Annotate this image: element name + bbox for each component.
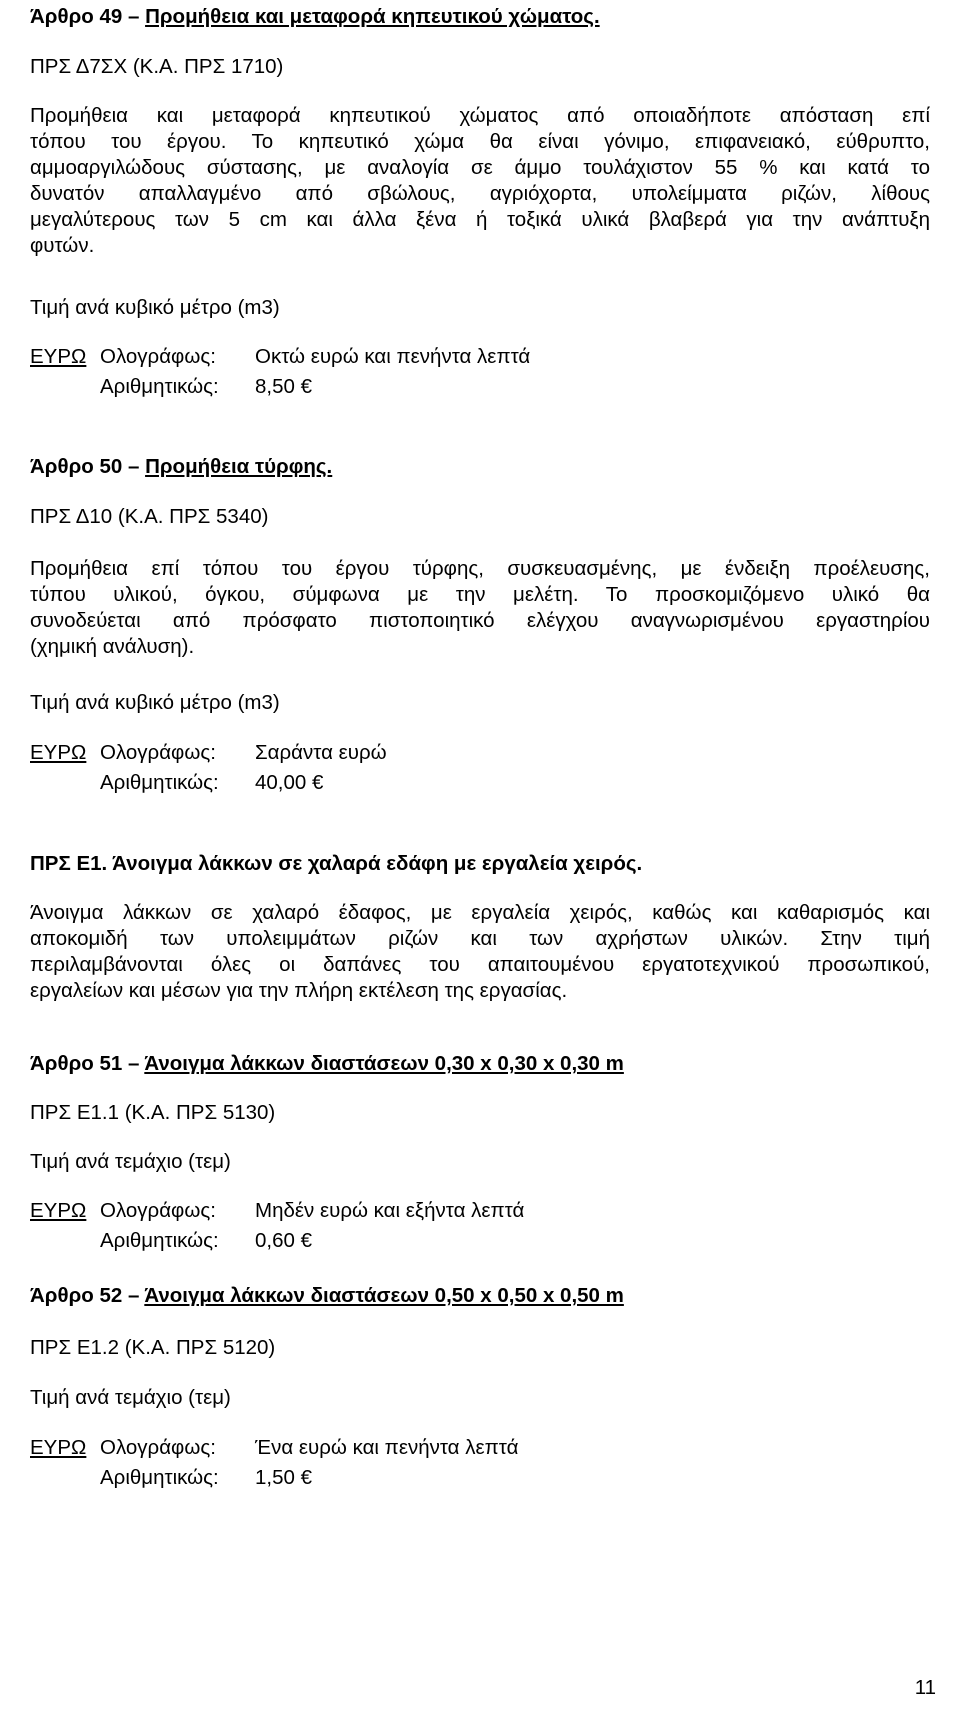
in-numbers-label: Αριθμητικώς: xyxy=(100,771,219,794)
in-words-label: Ολογράφως: xyxy=(100,1436,216,1459)
in-numbers-label: Αριθμητικώς: xyxy=(100,1466,219,1489)
in-words-value: Μηδέν ευρώ και εξήντα λεπτά xyxy=(255,1199,525,1222)
article-51-prefix: Άρθρο 51 – xyxy=(30,1052,145,1075)
description-line: εργαλείων και μέσων για την πλήρη εκτέλεση της εργασίας. xyxy=(30,979,568,1002)
section-e1-heading: ΠΡΣ Ε1. Άνοιγμα λάκκων σε χαλαρά εδάφη με εργαλεία χειρός. xyxy=(30,852,643,875)
in-words-value: Οκτώ ευρώ και πενήντα λεπτά xyxy=(255,345,531,368)
description-line: Προμήθεια επί τόπου του έργου τύρφης, συσκευασμένης, με ένδειξη προέλευσης, xyxy=(30,557,930,580)
in-numbers-label: Αριθμητικώς: xyxy=(100,375,219,398)
description-line: τόπου του έργου. Το κηπευτικό χώμα θα είναι γόνιμο, επιφανειακό, εύθρυπτο, xyxy=(30,130,930,153)
article-49-code: ΠΡΣ Δ7ΣΧ (Κ.Α. ΠΡΣ 1710) xyxy=(30,55,284,78)
article-51-subject: Άνοιγμα λάκκων διαστάσεων 0,30 x 0,30 x 0,30 m xyxy=(144,1052,624,1075)
description-line: αποκομιδή των υπολειμμάτων ριζών και των αχρήστων υλικών. Στην τιμή xyxy=(30,927,930,950)
article-51-price xyxy=(30,1198,930,1254)
article-50-title xyxy=(30,454,332,480)
description-line: φυτών. xyxy=(30,234,95,257)
article-50-unit-price-label: Τιμή ανά κυβικό μέτρο (m3) xyxy=(30,691,280,714)
article-52-unit-price-label: Τιμή ανά τεμάχιο (τεμ) xyxy=(30,1386,231,1409)
in-numbers-label: Αριθμητικώς: xyxy=(100,1229,219,1252)
description-line: τύπου υλικού, όγκου, σύμφωνα με την μελέτη. Το προσκομιζόμενο υλικό θα xyxy=(30,583,930,606)
description-line: περιλαμβάνονται όλες οι δαπάνες του απαιτουμένου εργατοτεχνικού προσωπικού, xyxy=(30,953,930,976)
section-e1-description xyxy=(30,900,930,1004)
article-49-prefix: Άρθρο 49 – xyxy=(30,5,146,28)
currency-label: ΕΥΡΩ xyxy=(30,741,87,764)
article-50-subject: Προμήθεια τύρφης. xyxy=(145,455,333,478)
in-numbers-value: 0,60 € xyxy=(255,1229,312,1252)
description-line: (χημική ανάλυση). xyxy=(30,635,195,658)
in-words-value: Ένα ευρώ και πενήντα λεπτά xyxy=(255,1436,519,1459)
article-51-title xyxy=(30,1051,624,1077)
in-words-value: Σαράντα ευρώ xyxy=(255,741,387,764)
article-49-price xyxy=(30,344,930,400)
description-line: μεγαλύτερους των 5 cm και άλλα ξένα ή τοξικά υλικά βλαβερά για την ανάπτυξη xyxy=(30,208,930,231)
article-52-title xyxy=(30,1283,624,1309)
description-line: δυνατόν απαλλαγμένο από σβώλους, αγριόχορτα, υπολείμματα ριζών, λίθους xyxy=(30,182,930,205)
in-words-label: Ολογράφως: xyxy=(100,1199,216,1222)
article-50-price xyxy=(30,740,930,796)
article-49-unit-price-label: Τιμή ανά κυβικό μέτρο (m3) xyxy=(30,296,280,319)
currency-label: ΕΥΡΩ xyxy=(30,1199,87,1222)
article-50-prefix: Άρθρο 50 – xyxy=(30,455,146,478)
article-52-price xyxy=(30,1435,930,1491)
in-words-label: Ολογράφως: xyxy=(100,345,216,368)
in-words-label: Ολογράφως: xyxy=(100,741,216,764)
article-52-code: ΠΡΣ Ε1.2 (Κ.Α. ΠΡΣ 5120) xyxy=(30,1336,276,1359)
article-50-code: ΠΡΣ Δ10 (Κ.Α. ΠΡΣ 5340) xyxy=(30,505,269,528)
article-49-title xyxy=(30,4,600,30)
article-51-code: ΠΡΣ Ε1.1 (Κ.Α. ΠΡΣ 5130) xyxy=(30,1101,276,1124)
currency-label: ΕΥΡΩ xyxy=(30,1436,87,1459)
article-51-unit-price-label: Τιμή ανά τεμάχιο (τεμ) xyxy=(30,1150,231,1173)
in-numbers-value: 8,50 € xyxy=(255,375,312,398)
article-50-description xyxy=(30,556,930,660)
article-52-subject: Άνοιγμα λάκκων διαστάσεων 0,50 x 0,50 x 0,50 m xyxy=(144,1284,624,1307)
in-numbers-value: 40,00 € xyxy=(255,771,324,794)
description-line: συνοδεύεται από πρόσφατο πιστοποιητικό ελέγχου αναγνωρισμένου εργαστηρίου xyxy=(30,609,930,632)
description-line: Άνοιγμα λάκκων σε χαλαρό έδαφος, με εργαλεία χειρός, καθώς και καθαρισμός και xyxy=(30,901,930,924)
description-line: Προμήθεια και μεταφορά κηπευτικού χώματος από οποιαδήποτε απόσταση επί xyxy=(30,104,930,127)
description-line: αμμοαργιλώδους σύστασης, με αναλογία σε άμμο τουλάχιστον 55 % και κατά το xyxy=(30,156,930,179)
article-49-description xyxy=(30,103,930,259)
in-numbers-value: 1,50 € xyxy=(255,1466,312,1489)
page-number: 11 xyxy=(914,1676,936,1699)
currency-label: ΕΥΡΩ xyxy=(30,345,87,368)
article-49-subject: Προμήθεια και μεταφορά κηπευτικού χώματος. xyxy=(145,5,600,28)
article-52-prefix: Άρθρο 52 – xyxy=(30,1284,145,1307)
